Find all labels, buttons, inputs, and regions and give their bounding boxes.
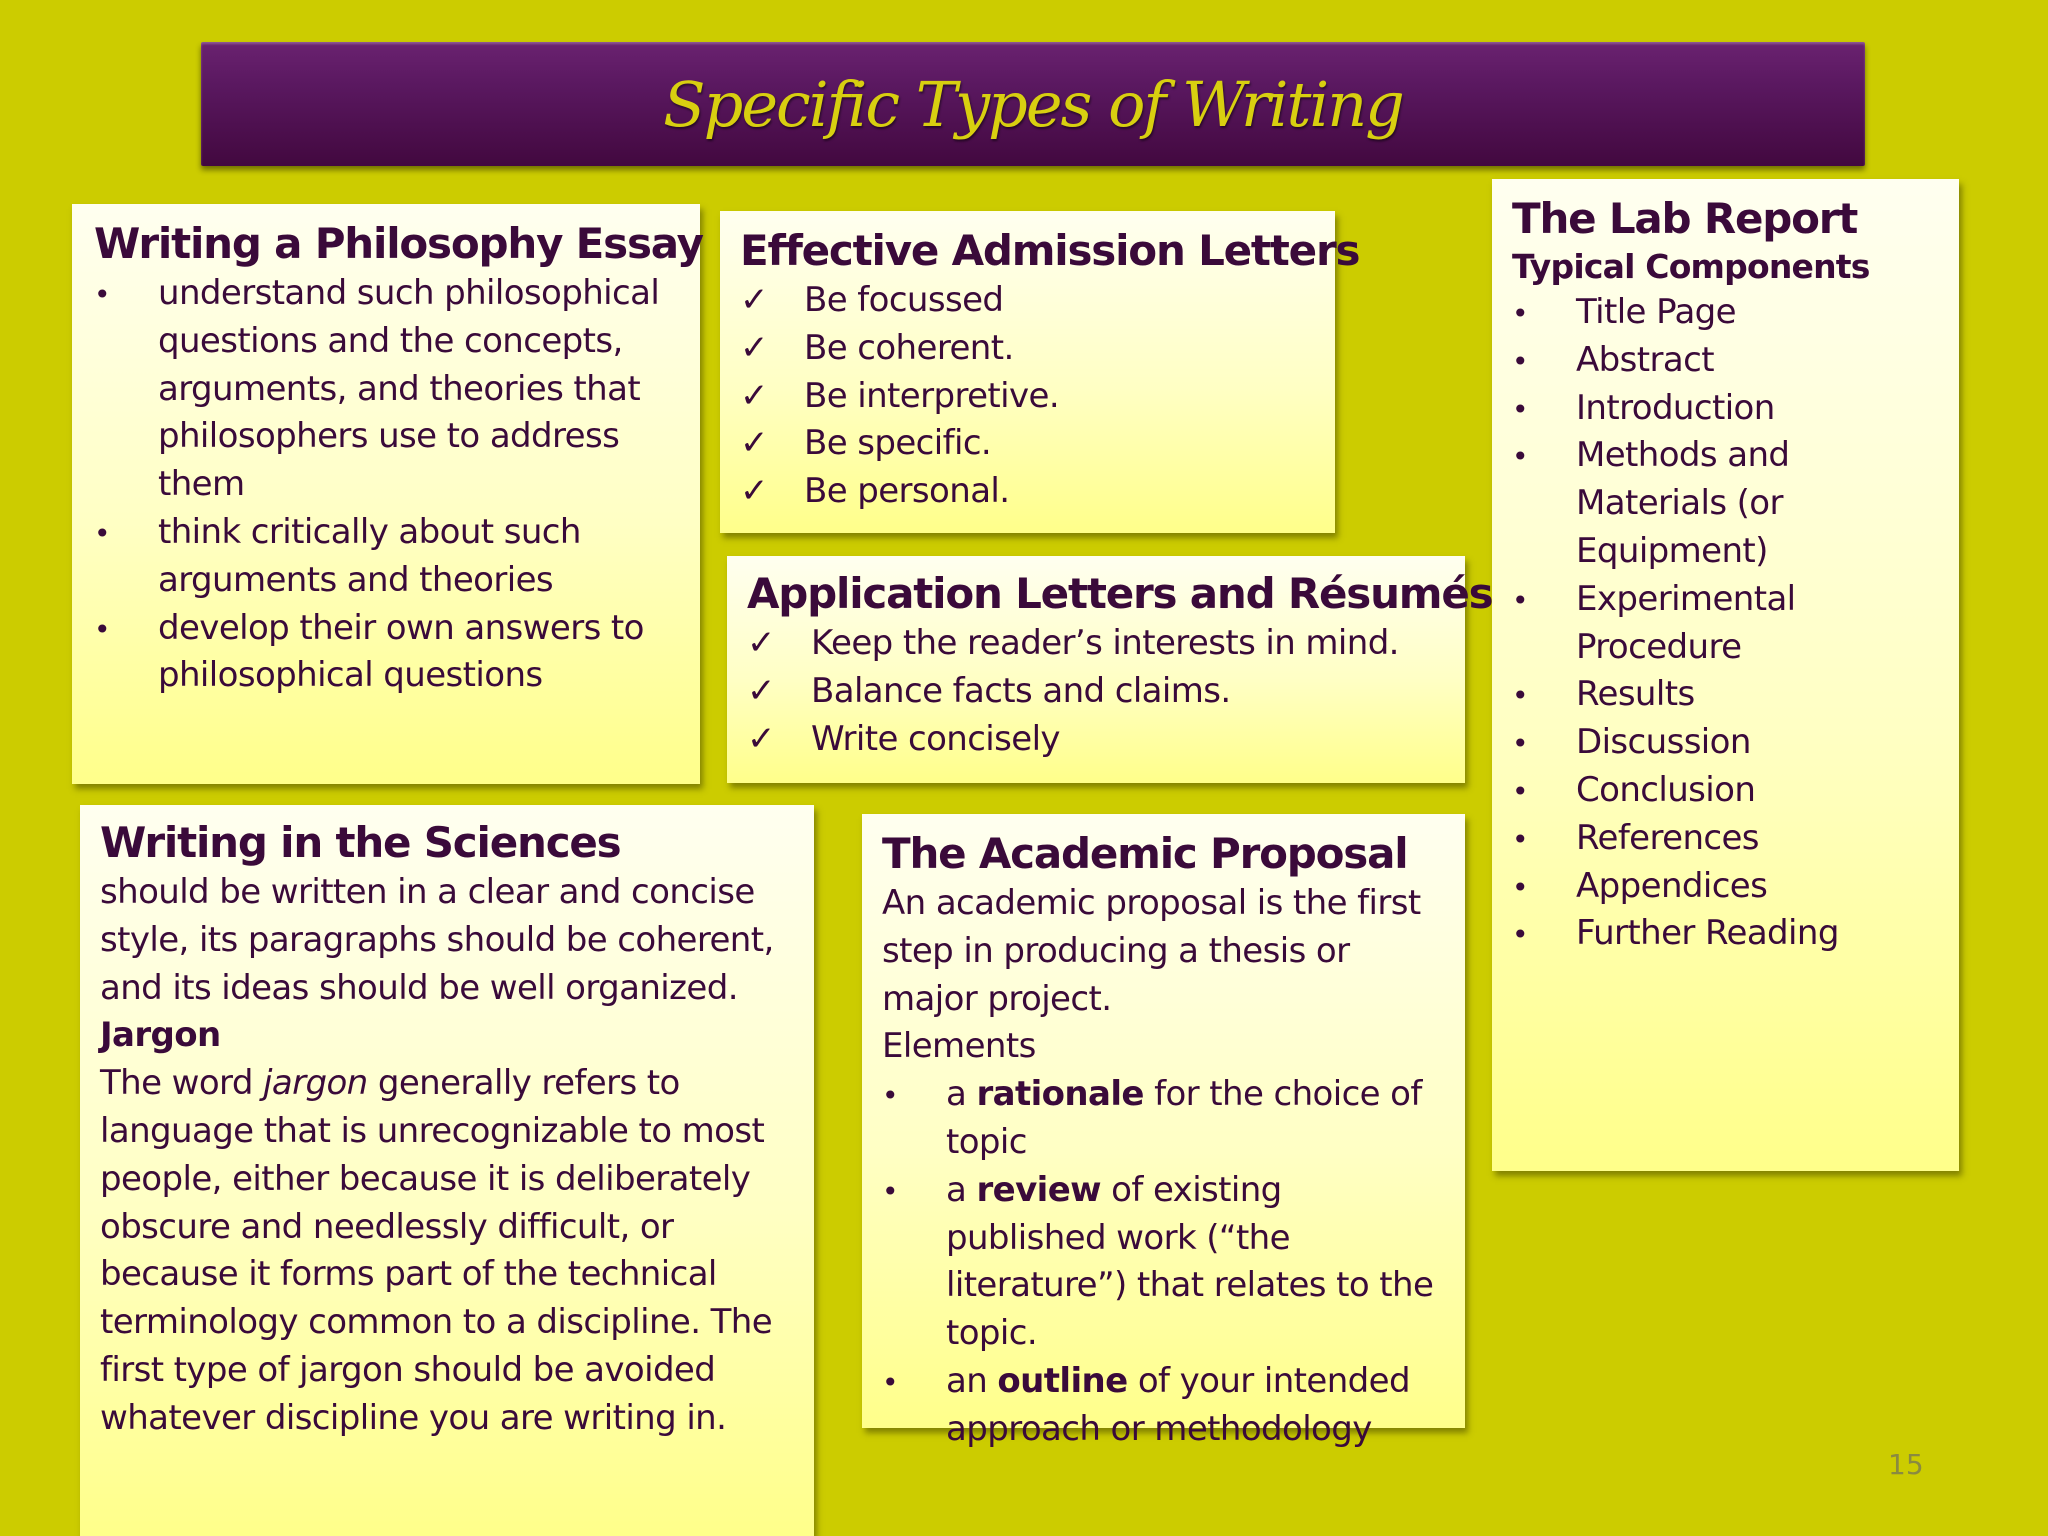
lab-heading: The Lab Report <box>1512 194 1858 243</box>
checkmark-icon <box>747 620 787 668</box>
bullet-icon <box>1512 671 1552 720</box>
elements-label: Elements <box>882 1026 1036 1067</box>
lab-list <box>1512 289 1939 958</box>
academic-proposal-box <box>862 814 1465 1449</box>
list-item: ✓ Be specific. <box>740 420 1315 468</box>
page-number: 15 <box>1888 1448 1924 1481</box>
bullet-icon <box>1512 719 1552 768</box>
bullet-icon <box>94 605 134 654</box>
bullet-icon <box>1512 385 1552 434</box>
philosophy-heading: Writing a Philosophy Essay <box>94 219 703 268</box>
jargon-paragraph: The word jargon generally refers to language that is unrecognizable to most people, either because it is deliberately obscure and needlessly difficult, or because it forms part of the technical terminology common to a discipline. The first type of jargon should be avoided whatever discipline you are writing in. <box>100 1063 773 1438</box>
bullet-icon <box>882 1358 922 1407</box>
list-item: • Results <box>1512 671 1939 719</box>
admission-heading: Effective Admission Letters <box>740 226 1360 275</box>
proposal-list <box>882 1071 1445 1453</box>
bullet-icon <box>1512 815 1552 864</box>
bullet-icon <box>1512 337 1552 386</box>
proposal-heading: The Academic Proposal <box>882 829 1408 878</box>
bullet-icon <box>882 1167 922 1216</box>
sciences-heading: Writing in the Sciences <box>100 818 621 867</box>
list-item: • Experimental Procedure <box>1512 576 1939 672</box>
sciences-intro: should be written in a clear and concise style, its paragraphs should be coherent, and its ideas should be well organized. <box>100 872 774 1008</box>
checkmark-icon <box>740 373 780 421</box>
sciences-box <box>80 805 814 1536</box>
list-item: ✓ Be interpretive. <box>740 373 1315 421</box>
bullet-icon <box>1512 432 1552 481</box>
bullet-icon <box>94 509 134 558</box>
list-item: • Introduction <box>1512 385 1939 433</box>
list-item: • Title Page <box>1512 289 1939 337</box>
checkmark-icon <box>740 325 780 373</box>
philosophy-list <box>94 270 682 700</box>
list-item: • Methods and Materials (or Equipment) <box>1512 432 1939 575</box>
application-letters-box <box>727 556 1493 783</box>
lab-report-box <box>1492 179 1959 1171</box>
proposal-intro: An academic proposal is the first step in producing a thesis or major project. <box>882 883 1421 1019</box>
application-list <box>747 620 1445 763</box>
list-item: ✓ Balance facts and claims. <box>747 668 1445 716</box>
checkmark-icon <box>747 668 787 716</box>
slide-title: Specific Types of Writing <box>663 67 1403 141</box>
jargon-term: jargon <box>263 1063 368 1104</box>
list-item: ✓ Be focussed <box>740 277 1315 325</box>
jargon-heading: Jargon <box>100 1015 221 1056</box>
list-item: • a review of existing published work (“the literature”) that relates to the topic. <box>882 1167 1445 1358</box>
list-item: • Discussion <box>1512 719 1939 767</box>
list-item: • an outline of your intended approach or methodology <box>882 1358 1445 1454</box>
bullet-icon <box>1512 910 1552 959</box>
checkmark-icon <box>740 420 780 468</box>
title-banner <box>201 42 1865 166</box>
application-heading: Application Letters and Résumés <box>747 569 1493 618</box>
bullet-icon <box>1512 767 1552 816</box>
bullet-icon <box>1512 289 1552 338</box>
bullet-icon <box>1512 576 1552 625</box>
list-item: • Conclusion <box>1512 767 1939 815</box>
lab-subheading: Typical Components <box>1512 247 1870 286</box>
list-item: • understand such philosophical questions and the concepts, arguments, and theories that philosophers use to address them <box>94 270 682 509</box>
philosophy-essay-box <box>72 204 703 784</box>
list-item: ✓ Keep the reader’s interests in mind. <box>747 620 1445 668</box>
checkmark-icon <box>747 716 787 764</box>
admission-letters-box <box>720 211 1360 533</box>
list-item: ✓ Write concisely <box>747 716 1445 764</box>
list-item: • a rationale for the choice of topic <box>882 1071 1445 1167</box>
checkmark-icon <box>740 468 780 516</box>
list-item: • think critically about such arguments and theories <box>94 509 682 605</box>
list-item: • References <box>1512 815 1939 863</box>
bullet-icon <box>94 270 134 319</box>
admission-list <box>740 277 1315 516</box>
list-item: • Abstract <box>1512 337 1939 385</box>
bullet-icon <box>1512 863 1552 912</box>
checkmark-icon <box>740 277 780 325</box>
list-item: • Appendices <box>1512 863 1939 911</box>
list-item: • develop their own answers to philosophical questions <box>94 605 682 701</box>
list-item: • Further Reading <box>1512 910 1939 958</box>
list-item: ✓ Be personal. <box>740 468 1315 516</box>
bullet-icon <box>882 1071 922 1120</box>
list-item: ✓ Be coherent. <box>740 325 1315 373</box>
